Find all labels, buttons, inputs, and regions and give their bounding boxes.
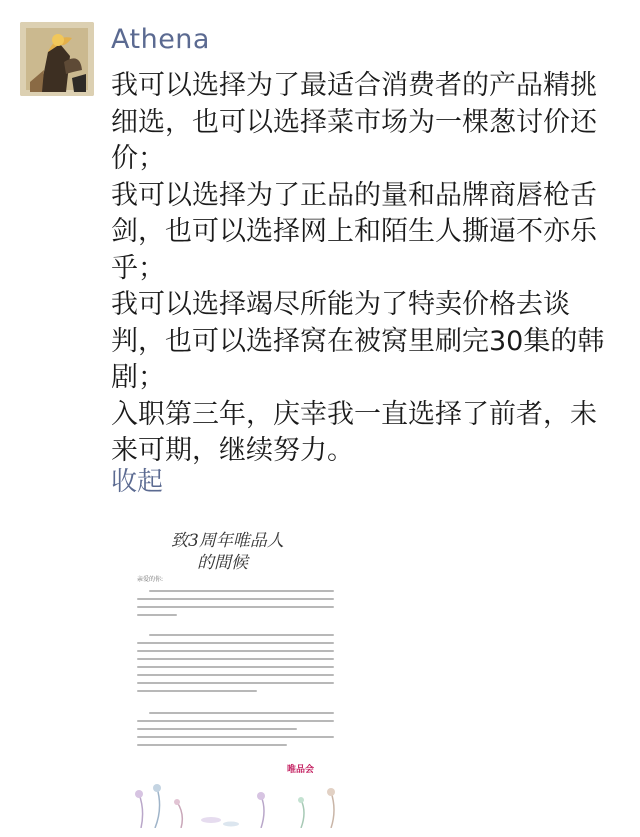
letter-text-line [149, 712, 334, 714]
letter-text-line [137, 606, 334, 608]
letter-text-line [137, 682, 334, 684]
letter-title-top: 致3周年唯品人 [171, 531, 284, 551]
letter-text-line [137, 658, 334, 660]
collapse-link[interactable]: 收起 [111, 467, 164, 497]
letter-text-line [137, 690, 257, 692]
letter-text-line [137, 720, 334, 722]
avatar-artwork [20, 22, 94, 96]
letter-text-line [137, 614, 177, 616]
letter-text-line [137, 674, 334, 676]
author-name[interactable]: Athena [111, 24, 210, 55]
letter-text-line [137, 642, 334, 644]
letter-title-art [111, 518, 366, 578]
paragraph-2: 我可以选择为了正品的量和品牌商唇枪舌剑，也可以选择网上和陌生人撕逼不亦乐乎； [111, 179, 597, 284]
letter-text-line [137, 598, 334, 600]
paragraph-4: 入职第三年，庆幸我一直选择了前者，未来可期，继续努力。 [111, 398, 597, 466]
paragraph-3: 我可以选择竭尽所能为了特卖价格去谈判，也可以选择窝在被窝里刷完30集的韩剧； [111, 289, 605, 393]
letter-text-line [137, 650, 334, 652]
letter-text-line [137, 728, 297, 730]
letter-text-line [137, 744, 287, 746]
letter-text-line [137, 736, 334, 738]
post-text [111, 68, 621, 470]
post-image-letter[interactable] [111, 518, 366, 828]
letter-text-line [149, 634, 334, 636]
paragraph-1: 我可以选择为了最适合消费者的产品精挑细选，也可以选择菜市场为一棵葱讨价还价； [111, 70, 597, 174]
floral-decoration [111, 780, 366, 828]
letter-greeting: 亲爱的你: [137, 576, 164, 583]
letter-text-line [149, 590, 334, 592]
letter-title-bottom: 的間候 [197, 553, 248, 573]
brand-logo: 唯品会 [287, 765, 315, 775]
avatar[interactable] [20, 22, 94, 96]
letter-text-line [137, 666, 334, 668]
